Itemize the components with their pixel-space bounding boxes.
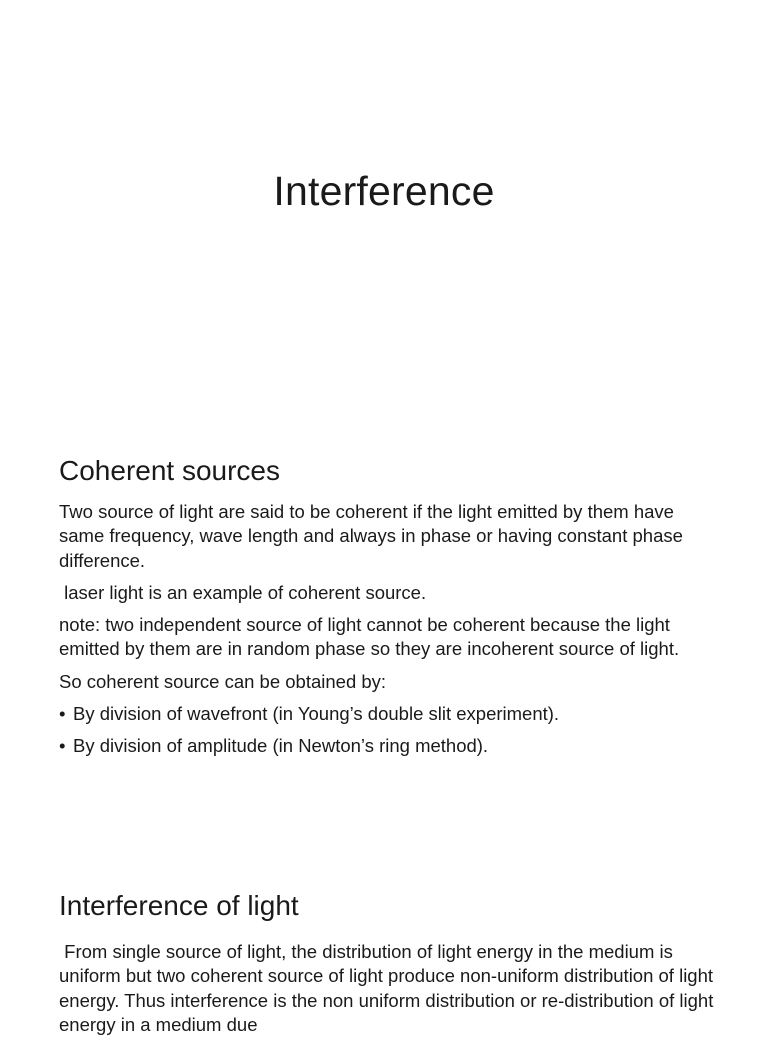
interference-paragraph: From single source of light, the distribution of light energy in the medium is uniform but two coherent source of light produce non-uniform distribution of light energy. Thus interference is the non uniform distribution or re-distribution of light energy in a medium due [59, 941, 719, 1035]
interference-of-light-body [59, 940, 719, 1045]
independent-sources-note: note: two independent source of light cannot be coherent because the light emitted by them are in random phase so they are incoherent source of light. [59, 614, 680, 660]
slide-title: Interference [273, 168, 495, 214]
bullet-icon: • [59, 703, 66, 725]
bullet-text-wavefront: By division of wavefront (in Young’s double slit experiment). [73, 703, 560, 725]
bullet-item [59, 702, 719, 726]
interference-of-light-heading: Interference of light [59, 890, 299, 921]
coherent-sources-heading: Coherent sources [59, 455, 281, 486]
bullet-item [59, 734, 719, 758]
bullet-text-amplitude: By division of amplitude (in Newton’s ring method). [73, 735, 489, 757]
coherent-definition-paragraph: Two source of light are said to be coherent if the light emitted by them have same frequency, wave length and always in phase or having constant phase difference. [59, 501, 683, 571]
coherent-sources-body [59, 500, 719, 767]
obtaining-coherent-source-intro: So coherent source can be obtained by: [59, 670, 387, 692]
bullet-icon: • [59, 735, 66, 757]
laser-example-paragraph: laser light is an example of coherent source. [59, 581, 427, 603]
